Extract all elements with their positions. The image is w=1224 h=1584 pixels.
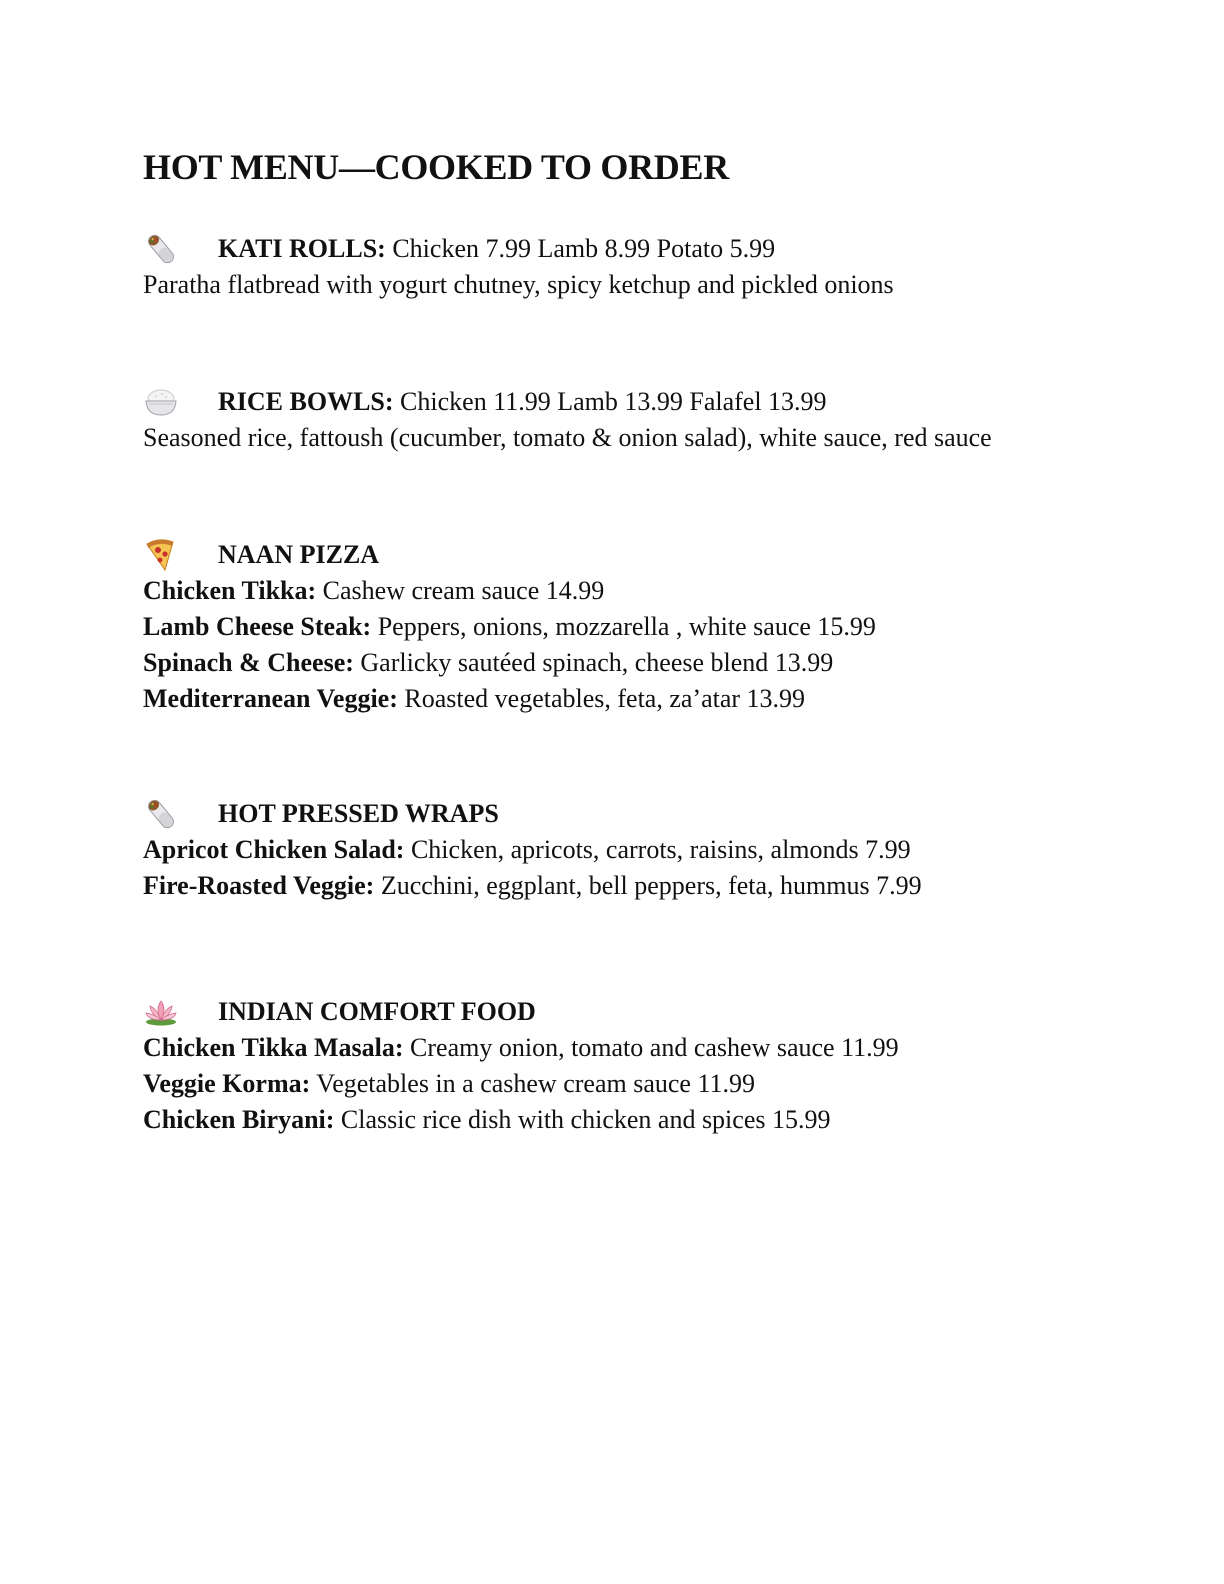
menu-item-description: Roasted vegetables, feta, za’atar 13.99 [397,684,806,713]
menu-item-description: Chicken, apricots, carrots, raisins, almonds 7.99 [404,835,911,864]
section-header [143,994,1143,1030]
menu-section-kati-rolls [143,231,1143,303]
section-heading: NAAN PIZZA [218,540,380,569]
menu-section-indian-comfort-food [143,994,1143,1138]
rice-bowl-icon [143,385,179,419]
menu-item-description: Zucchini, eggplant, bell peppers, feta, hummus 7.99 [374,871,922,900]
menu-item [143,1066,1143,1102]
menu-item-description: Vegetables in a cashew cream sauce 11.99 [310,1069,755,1098]
menu-item [143,868,1143,904]
section-header [143,537,1143,573]
menu-item [143,681,1143,717]
burrito-icon [143,797,179,831]
pizza-icon [143,538,179,572]
menu-item-name: Apricot Chicken Salad: [143,835,405,864]
menu-section-hot-pressed-wraps [143,796,1143,904]
menu-item [143,573,1143,609]
section-header [143,384,1143,420]
section-heading: KATI ROLLS: [218,234,386,263]
section-prices: Chicken 7.99 Lamb 8.99 Potato 5.99 [385,234,776,263]
menu-item-description: Classic rice dish with chicken and spices 15.99 [334,1105,831,1134]
menu-item [143,645,1143,681]
section-prices: Chicken 11.99 Lamb 13.99 Falafel 13.99 [393,387,827,416]
section-description: Seasoned rice, fattoush (cucumber, tomato & onion salad), white sauce, red sauce [143,423,992,452]
menu-item-name: Chicken Tikka: [143,576,317,605]
page-title: HOT MENU—COOKED TO ORDER [143,147,729,187]
section-heading: HOT PRESSED WRAPS [218,799,499,828]
menu-item-name: Spinach & Cheese: [143,648,354,677]
menu-item-name: Chicken Tikka Masala: [143,1033,404,1062]
menu-item-name: Lamb Cheese Steak: [143,612,372,641]
section-heading: INDIAN COMFORT FOOD [218,997,536,1026]
menu-item-description: Cashew cream sauce 14.99 [316,576,605,605]
section-header [143,796,1143,832]
burrito-icon [143,232,179,266]
menu-item-description: Peppers, onions, mozzarella , white sauce 15.99 [371,612,876,641]
section-description: Paratha flatbread with yogurt chutney, spicy ketchup and pickled onions [143,270,894,299]
menu-item-name: Mediterranean Veggie: [143,684,398,713]
lotus-icon [143,995,179,1029]
menu-item [143,832,1143,868]
menu-item [143,1102,1143,1138]
menu-item-description: Creamy onion, tomato and cashew sauce 11.99 [403,1033,899,1062]
menu-item-description: Garlicky sautéed spinach, cheese blend 13.99 [353,648,834,677]
menu-item [143,609,1143,645]
menu-section-naan-pizza [143,537,1143,717]
menu-item-name: Fire-Roasted Veggie: [143,871,375,900]
section-heading: RICE BOWLS: [218,387,394,416]
menu-section-rice-bowls [143,384,1143,456]
section-header [143,231,1143,267]
menu-item [143,1030,1143,1066]
menu-item-name: Veggie Korma: [143,1069,311,1098]
menu-item-name: Chicken Biryani: [143,1105,335,1134]
